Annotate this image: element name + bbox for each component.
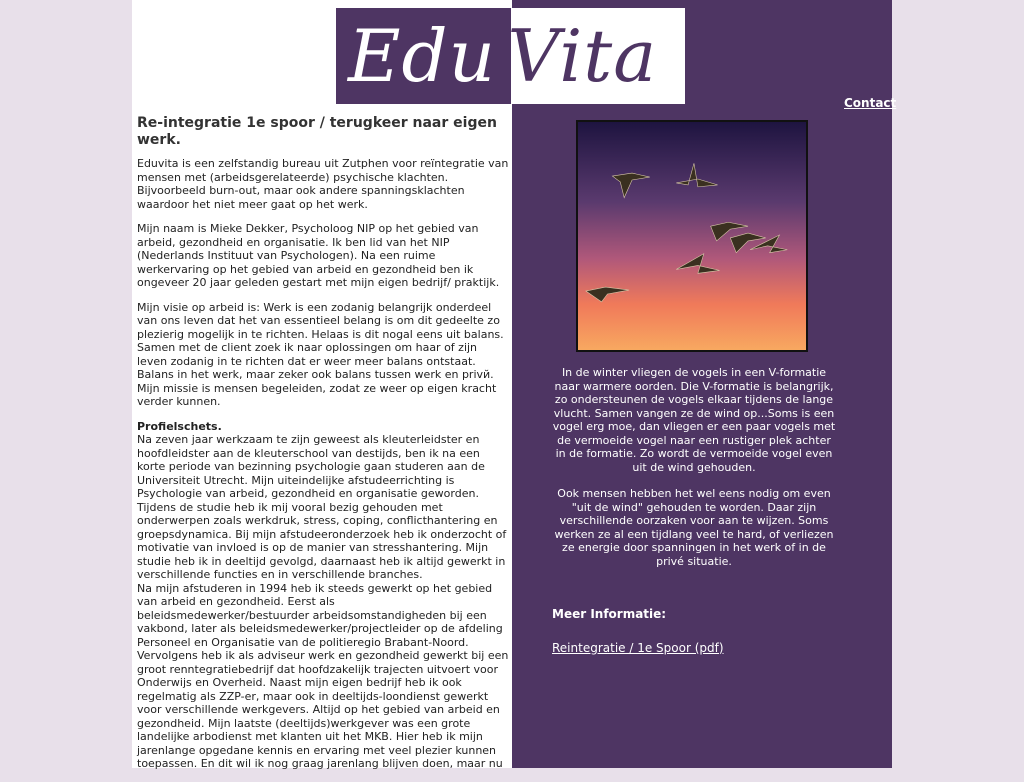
vision-paragraph: Mijn visie op arbeid is: Werk is een zodanig belangrijk onderdeel van ons leven dat het van essentieel belang is om dit gedeelte zo plezierig mogelijk in te richten. Helaas is dit nogal eens uit balans. Samen met de client zoek ik naar oplossingen om haar of zijn leven zodanig in te richten dat er weer meer balans ontstaat. Balans in het werk, maar zeker ook balans tussen werk en privй. Mijn missie is mensen begeleiden, zodat ze weer op eigen kracht verder kunnen. [137, 300, 504, 408]
profile-paragraph-2: Na mijn afstuderen in 1994 heb ik steeds gewerkt op het gebied van arbeid en gezondheid. Eerst als beleidsmedewerker/bestuurder arbeidsomstandigheden bij een vakbond, later als beleidsmedewerker/projectleider op de afdeling Personeel en Organisatie van de politieregio Brabant-Noord. Vervolgens heb ik als adviseur werk en gezondheid gewerkt bij een groot renntegratiebedrijf dat hoofdzakelijk trajecten uitvoert voor Onderwijs en Overheid. Naast mijn eigen bedrijf heb ik ook regelmatig als ZZP-er, maar ook in deeltijds-loondienst gewerkt voor verschillende werkgevers. Altijd op het gebied van arbeid en gezondheid. Mijn laatste (deeltijds)werkgever was een grote landelijke arbodienst met klanten uit het MKB. Hier heb ik mijn jarenlange opgedane kennis en ervaring met veel plezier kunnen toepassen. En dit wil ik nog graag jarenlang blijven doen, maar nu [137, 581, 509, 770]
caption-paragraph-2: Ook mensen hebben het wel eens nodig om even "uit de wind" gehouden te worden. Daar zijn verschillende oorzaken voor aan te wijzen. Soms werken ze al een tijdlang veel te hard, of verliezen ze energie door spanningen in het werk of in de privé situatie. [554, 487, 834, 568]
logo-word-vita: Vita [507, 14, 658, 98]
caption-paragraph-1: In de winter vliegen de vogels in een V-formatie naar warmere oorden. Die V-formatie is belangrijk, zo ondersteunen de vogels elkaar tijdens de lange vlucht. Samen vangen ze de wind op...Soms is een vogel erg moe, dan vliegen er een paar vogels met de vermoeide vogel naar een rustiger plek achter in de formatie. Zo wordt de vermoeide vogel even uit de wind gehouden. [552, 366, 836, 474]
main-content [137, 115, 509, 782]
intro-paragraph: Eduvita is een zelfstandig bureau uit Zutphen voor reïntegratie van mensen met (arbeidsgerelateerde) psychische klachten. Bijvoorbeeld burn-out, maar ook andere spanningsklachten waardoor het niet meer gaat op het werk. [137, 157, 509, 211]
profile-section [137, 420, 509, 771]
logo-word-edu: Edu [348, 14, 497, 98]
more-info-heading: Meer Informatie: [552, 607, 667, 621]
sidebar [552, 120, 836, 655]
geese-sunset-photo [576, 120, 808, 352]
profile-heading: Profielschets. [137, 419, 222, 433]
page-container [132, 0, 897, 770]
page-title: Re-integratie 1e spoor / terugkeer naar eigen werk. [137, 115, 497, 148]
contact-link[interactable]: Contact [844, 96, 897, 110]
pdf-link[interactable]: Reintegratie / 1e Spoor (pdf) [552, 640, 724, 655]
about-paragraph: Mijn naam is Mieke Dekker, Psycholoog NIP op het gebied van arbeid, gezondheid en organisatie. Ik ben lid van het NIP (Nederlands Instituut van Psychologen). Na een ruime werkervaring op het gebied van arbeid en gezondheid ben ik ongeveer 20 jaar geleden gestart met mijn eigen bedrijf/ praktijk. [137, 222, 500, 289]
photo-caption [552, 366, 836, 568]
profile-paragraph-1: Na zeven jaar werkzaam te zijn geweest als kleuterleidster en hoofdleidster aan de kleuterschool van destijds, ben ik na een korte periode van bezinning psychologie gaan studeren aan de Universiteit Utrecht. Mijn uiteindelijke afstudeerrichting is Psychologie van arbeid, gezondheid en organisatie geworden. Tijdens de studie heb ik mij vooral bezig gehouden met onderwerpen zoals werkdruk, stress, coping, conflicthantering en groepsdynamica. Bij mijn afstudeeronderzoek heb ik onderzocht of motivatie van invloed is op de manier van stresshantering. Mijn studie heb ik in deeltijd gevolgd, daarnaast heb ik altijd gewerkt in verschillende functies en in verschillende branches. [137, 433, 507, 581]
eduvita-logo[interactable] [336, 8, 685, 104]
